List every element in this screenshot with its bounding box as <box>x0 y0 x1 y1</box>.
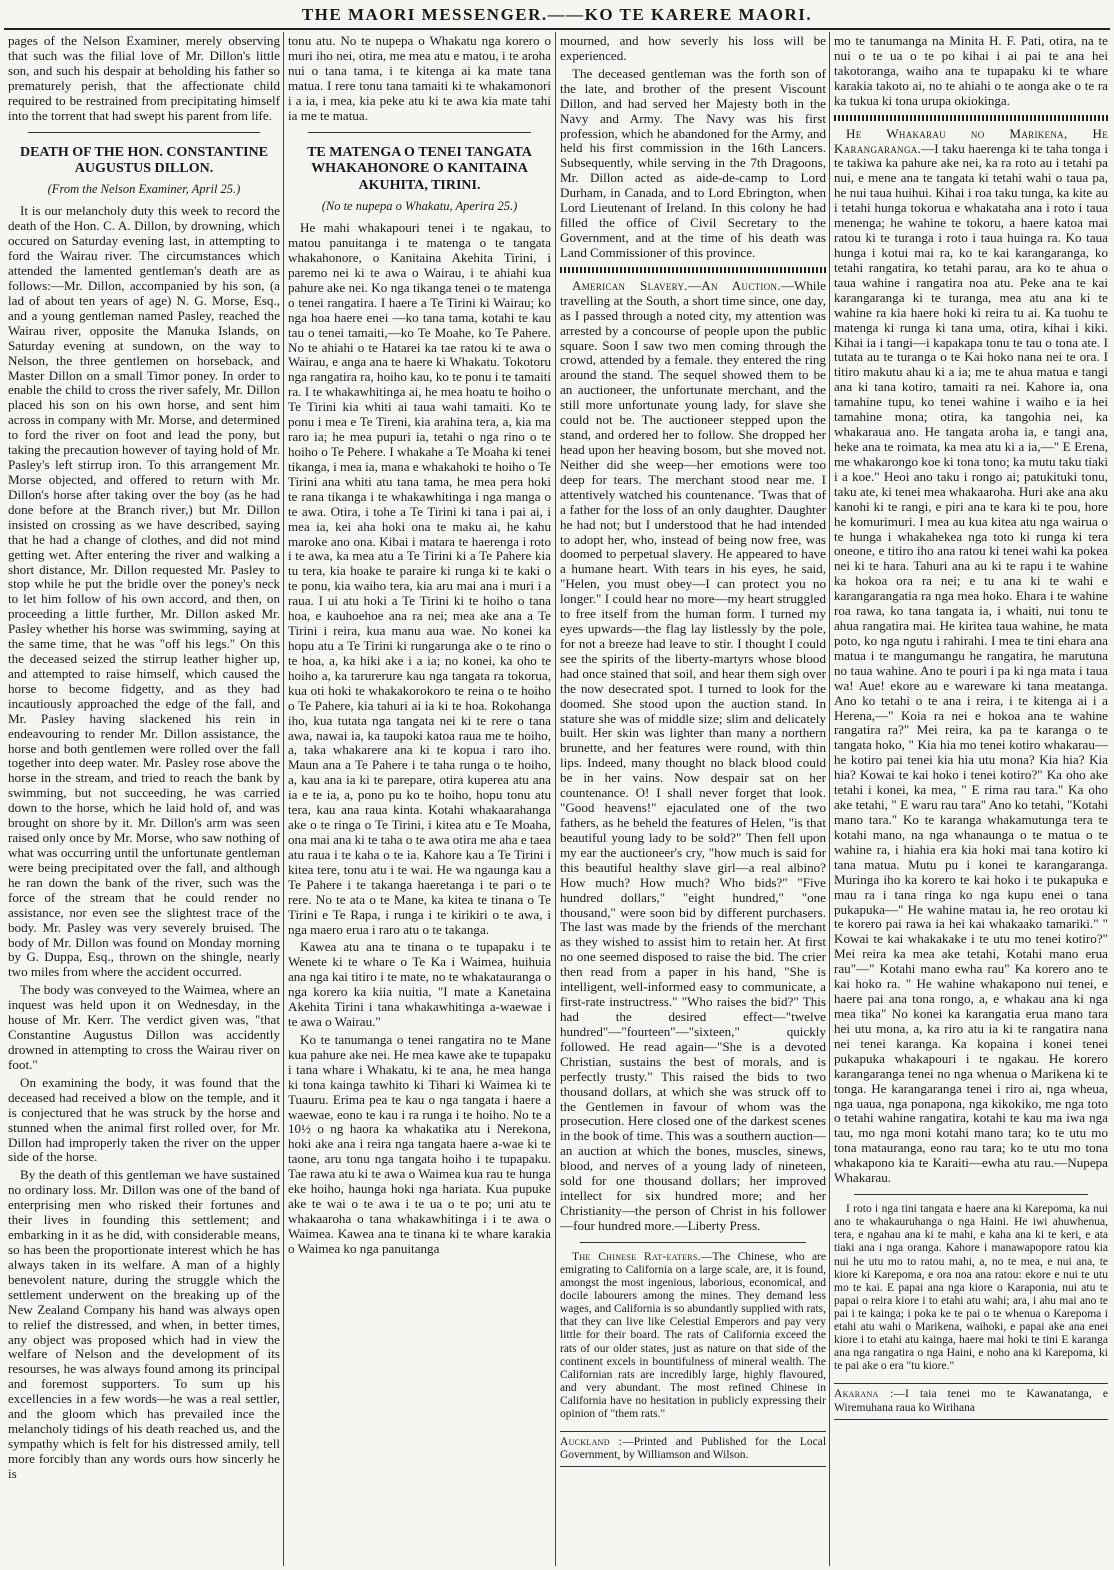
article-heading: He Whakarau no Marikena, He Karangaranga. <box>834 125 1108 156</box>
column-2 <box>288 34 551 1564</box>
paragraph: By the death of this gentleman we have sustained no ordinary loss. Mr. Dillon was one of the band of enterprising men who risked their fortunes and their lives in founding this settlement; and embarking in it as he did, with considerable means, so has been the proportionate interest which he has always taken in its welfare. A man of a highly benevolent nature, during the struggle which the settlement underwent on the breaking up of the New Zealand Company his hand was always open to relief the distressed, and when, in better times, any object was proposed which had in view the welfare of Nelson and the development of its resourses, he was always found among its principal and foremost supporters. To sum up his excellencies in a few words—he was a real settler, and the gloom which has prevailed ince the melancholy tidings of his death reached us, and the sympathy which is felt for his distressed amily, tell more forcibly than any words ours how sincerly he is <box>8 1167 280 1481</box>
paragraph: tonu atu. No te nupepa o Whakatu nga korero o muri iho nei, otira, me mea atu e matou, i te aroha nui o tana tama, i te kitenga ai ka mate tana matua. I rere tonu tana tamaiti ki te whakamonori i a ia, i mea, kia peke atu ki te awa kia mate tahi ia me te matua. <box>288 34 551 123</box>
paragraph: The deceased gentleman was the forth son of the late, and brother of the present Viscount Dillon, and had served her Majesty both in the Navy and Army. The Navy was his first profession, which he abandoned for the Army, and held his first commission in the 16th Lancers. Subsequently, while serving in the 7th Dragoons, Mr. Dillon acted as aide-de-camp to Lord Durham, in Canada, and to Lord Ebrington, when Lord Lieutenant of Ireland. In this colony he had filled the office of Civil Secretary to the Government, and at the time of his death was Land Commissioner of this province. <box>560 65 826 260</box>
article-heading: American Slavery.—An Auction. <box>572 277 781 293</box>
article-haini: I roto i nga tini tangata e haere ana ki Karepoma, ka nui ano te whakauruhanga o nga Haini. He iwi ahuwhenua, tera, e ngahau ana ki te mahi, e kaha ana ki te keri, e ata tiaki ana i nga oranga. Kahore i manawapopore ratou kia nui he utu mo to ratou mahi, a, no te mea, e nui ana, te kiore ki Karepoma, e ora noa ana ratou: ekore e nui te utu mo te kai. E papai ana nga kiore o Karaponia, nui atu te papai o reira kiore i to etahi atu wahi; ara, i ahu mai ano te pai i te kainga; i poka ke te pai o te whenua o Karepoma i etahi atu wahi o Marikena, waihoki, e papai ake ana enei kiore i to etahi atu kainga, haere mai hoki te tini E karanga ana nga rangatira o nga Haini, e noho ana ki Karepoma, ki te pai ake o era "tu kiore." <box>834 1203 1108 1373</box>
imprint <box>560 1431 826 1467</box>
paragraph: Kawea atu ana te tinana o te tupapaku i te Wenete ki te whare o Te Ka i Waimea, huihuia ana nga kai titiro i te mate, no te whakatauranga o nga korero ka kiia nuitia, "I mate a Kanetaina Akehita Tirini i tana whakawhitinga a-waewae i te awa o Wairau." <box>288 939 551 1030</box>
article-heading: The Chinese Rat-eaters. <box>572 1250 701 1263</box>
paragraph: He mahi whakapouri tenei i te ngakau, to matou panuitanga i te matenga o te tangata whakahonore, o Kanitaina Akehita Tirini, i paremo nei ki te awa o Wairau, i te ahiahi kua pahure ake nei. Ko nga tikanga tenei o te matenga o tenei rangatira. I haere a Te Tirini ki Wairau; ko nga hoa haere enei —ko tana tama, kotahi te kau tau o tenei tamaiti,—ko Te Moahe, ko Te Pahere. No te ahiahi o te Hatarei ka tae ratou ki te awa o Wairau, e anga ana te haere ki Whakatu. Tokotoru nga rangatira ra, hoiho kau, ko te ponu i te tamaiti ra. I te whakawhitinga ai, he mea hoatu te hoiho o Te Tirini kia whiti ai taua wahi tamaiti. Ko te ponu i mea e Te Tireni, kia arahina tera, a, kia ma raro ia; he mea pupuri ia, tetahi o nga rino o te hoiho o Te Pehere. I whakahe a Te Moaha ki tenei tikanga, i mea ia, mana e whakahoki te hoiho o Te Tirini ana whiti atu tana tama, he mea pera hoki te rana tikanga i te whakawhitinga i nga manga o te awa. Otira, i tohe a Te Tirini ki tana i pai ai, i mea ia, kei aha hoki ona te maku ai, he kahu maroke ano ona. Kibai i matara te haerenga i roto i te awa, ka mea atu a Te Tirini ki a Te Pahere kia tu tera, kia hoake te paraire ki runga ki te kaki o te ponu, kia waiho tera, kia aru mai ana i muri i a raua. I ui atu hoki a Te Tirini ki te hoiho o tana hoa, e kauhoehoe ana ra nei; mea ake ana a Te Tirini i reira, kua manu aua wae. No konei ka hopu atu a Te Tirini ki rungarunga ake o te rino o te hoa, a, ka hiki ake i a ia; no konei, ka oho te hoiho a, ka tarurerure kau nga tangata ra tokorua, kua oti hoki te whakakorokoro te reina o te hoiho o Te Pahere, kia tahuri ai ia ki te hoa. Rokohanga iho, kua tutata nga tangata nei ki te rere o tana awa, nawai ia, ka taupoki katoa raua me te hoiho, a, taka whakarere ana ki te kopua i raro iho. Maun ana a Te Pahere i te taha runga o te hoiho, a, kau ana ia ki te parepare, otira kuperea atu ana ia e te ia, a, pono pu ko te hoiho, hopu tonu atu tera, kau ana raua kinta. Kotahi whakaarahanga ake o te ringa o Te Tirini, i kitea atu e Te Moaha, ona mai ana ki te taha o te awa otira me aha e taea atu raua i te kaha o te ia. Kahore kau a Te Tirini i kitea tere, tonu atu i te wai. He wa ngaunga kau a Te Pahere i te takanga haeretanga i te pari o te rere. No te ata o te Mane, ka kitea te tinana o Te Tirini e Te Rapa, i runga i te kirikiri o te awa, i nga maero erua i raro atu o te takanga. <box>288 220 551 937</box>
paragraph: mo te tanumanga na Minita H. F. Pati, otira, na te nui o te ua o te po kihai i ai pai te ana hei takotoranga, waiho ana te tupapaku ki te whare karakia takoto ai, no te ahiahi o te aonga ake o te ra ka tukua ki tona urupa okiokinga. <box>834 34 1108 108</box>
paragraph: It is our melancholy duty this week to record the death of the Hon. C. A. Dillon, by drowning, which occured on Saturday evening last, in attempting to ford the Wairau river. The circumstances which attended the lamented gentleman's death are as follows:—Mr. Dillon, accompanied by his son, (a lad of about ten years of age) N. G. Morse, Esq., and a young gentleman named Pasley, reached the Wairau river, opposite the Manuka Islands, on Saturday evening at sundown, on the way to Nelson, the three gentlemen on horseback, and Master Dillon on a small Timor poney. In order to enable the child to cross the river safely, Mr. Dillon placed his son on his own horse, and sent him across in company with Mr. Morse, and determined to ford the river on foot and lead the pony, but taking the precaution however of taying hold of Mr. Pasley's left stirrup iron. To this arrangement Mr. Morse objected, and offered to return with Mr. Dillon's horse after taking over the boy (as he had done before at the Branch river,) but Mr. Dillon insisted on crossing as we have described, saying that he had a change of clothes, and did not mind getting wet. After entering the river and walking a short distance, Mr. Dillon requested Mr. Pasley to stop while he put the bridle over the poney's neck to let him follow of his own accord, and then, on proceeding a little further, Mr. Dillon asked Mr. Pasley whether his horse was swimming, saying at the same time, that he was "off his legs." On this the deceased seized the stirrup leather higher up, and attempted to raise himself, which caused the horse to become fidgetty, and as they had incautiously approached the edge of the fall, and Mr. Pasley having slackened his rein in endeavouring to render Mr. Dillon assistance, the horse and both gentlemen were rolled over the fall together into deep water. Mr. Pasley rose above the horse in the stream, and tried to reach the bank by swimming, but not succeeding, he was carried down to the horse, which he laid hold of, and was brought on shore by it. Mr. Dillon's arm was seen raised only once by Mr. Morse, who saw nothing of what was occurring until the unfortunate gentleman were being precipitated over the fall, and although he ran down the bank of the river, such was the force of the stream that he could render no assistance, nor even see the slightest trace of the body. Mr. Pasley was very severely bruised. The body of Mr. Dillon was found on Monday morning by G. Duppa, Esq., thrown on the shingle, nearly two miles from where the accident occurred. <box>8 203 280 980</box>
article-source: (No te nupepa o Whakatu, Aperira 25.) <box>321 198 518 213</box>
article-body: —While travelling at the South, a short time since, one day, as I passed through a noted city, my attention was arrested by a concourse of people upon the public square. Soon I saw two men coming through the crowd, attended by a female. they entered the ring around the stand. The sequel showed them to be an auctioneer, the unfortunate merchant, and the still more unfortunate young lady, for slave she could not be. The auctioneer stepped upon the stand, and ordered her to follow. She dropped her head upon her heaving bosom, but she moved not. Neither did she weep—her emotions were too deep for tears. The merchant stood near me. I attentively watched his countenance. 'Twas that of a father for the loss of an only daughter. Daughter he had not; but I understood that he had intended to adopt her, who, instead of being now free, was doomed to perpetual slavery. He appeared to have a humane heart. With tears in his eyes, he said, "Helen, you must obey—I can protect you no longer." I could hear no more—my heart struggled to free itself from the human form. I turned my eyes upwards—the flag lay listlessly by the pole, for not a breeze had leave to stir. I thought I could see the spirits of the liberty-martyrs whose blood had once stained that soil, and hear them sigh over the now desecrated spot. I turned to look for the doomed. She stood upon the auction stand. In stature she was of middle size; slim and delicately built. Her skin was lighter than many a northern brunette, and her features were round, with thin lips. Indeed, many thought no black blood could be in her vains. Now despair sat on her countenance. O! I shall never forget that look. "Good heavens!" ejaculated one of the two fathers, as he beheld the features of Helen, "is that beautiful young lady to be sold?" Then fell upon my ear the auctioneer's cry, "how much is said for this beautiful healthy slave girl—a real albino? How much? How much? Who bids?" "Five hundred dollars," "eight hundred," "one thousand," were soon bid by different purchasers. The last was made by the friends of the merchant as they wished to assist him to retain her. At first no one seemed disposed to raise the bid. The crier then read from a paper in his hand, "She is intelligent, well-informed easy to communicate, a first-rate instructress." "Who raises the bid?" This had the desired effect—"twelve hundred"—"fourteen"—"sixteen," quickly followed. He read again—"She is a devoted Christian, sustains the best of morals, and is perfectly trusty." This raised the bids to two thousand dollars, at which she was struck off to the Gentlemen in favour of whom was the prosecution. Here closed one of the darkest scenes in the book of time. This was a southern auction—an auction at which the bones, muscles, sinews, blood, and nerves of a young lady of nineteen, sold for one thousand dollars; her improved intellect for six hundred more; and her Christianity—the person of Christ in his follower—four hundred more.—Liberty Press. <box>560 277 826 1233</box>
column-3 <box>560 34 826 1564</box>
imprint-heading: Akarana : <box>834 1388 894 1401</box>
article-whakarau <box>834 127 1108 1186</box>
divider <box>308 132 531 133</box>
article-source: (From the Nelson Examiner, April 25.) <box>47 182 241 197</box>
column-divider <box>283 32 284 1566</box>
imprint-heading: Auckland : <box>560 1436 623 1449</box>
paragraph: Ko te tanumanga o tenei rangatira no te Mane kua pahure ake nei. He mea kawe ake te tupapaku i tana whare i Whakatu, ki te ana, he mea hanga ki tona kainga tawhito ki Tihari ki Waimea ki te Tuauru. Erima pea te kau o nga tangata i haere a waewae, eono te kau i ra runga i te hoiho. No te a 10½ o ng haora ka whakatika atu i Nerekona, hoki ake ana i reira nga tangata haere a-wae ki te taone, aru tonu nga tangata hoiho i te tupapaku. Tae rawa atu ki te awa o Waimea kua rau te hunga eke hoiho, haunga hoki nga hariata. Kua pupuke ake te wai o te awa i te ua o te po; uni atu te whakaaroha o tana whakawhitinga i i te awa o Waimea. Kawea ana te tinana ki te whare karakia o Waimea ko nga panuitanga <box>288 1031 551 1256</box>
divider <box>854 1194 1088 1195</box>
paragraph: pages of the Nelson Examiner, merely observing that such was the filial love of Mr. Dillon's little son, and such his despair at beholding his father so prematurely perish, that the affectionate child required to be restrained from precipitating himself into the torrent that had swept his parent from life. <box>8 34 280 123</box>
imprint-text: —I taia tenei mo te Kawanatanga, e Wiremuhana raua ko Wirihana <box>834 1388 1108 1414</box>
column-1 <box>8 34 280 1564</box>
column-4 <box>834 34 1108 1564</box>
section-divider <box>560 267 826 273</box>
paragraph: mourned, and how severly his loss will be experienced. <box>560 34 826 63</box>
paragraph: The body was conveyed to the Waimea, where an inquest was held upon it on Wednesday, in the house of Mr. Kerr. The verdict given was, "that Constantine Augustus Dillon was accidently drowned in attempting to cross the Wairau river on foot." <box>8 982 280 1072</box>
column-divider <box>555 32 556 1566</box>
paragraph: On examining the body, it was found that the deceased had received a blow on the temple, and it is conjectured that he was struck by the horse and stunned when the animal first rolled over, for Mr. Dillon had improperly taken the river on the upper side of the horse. <box>8 1074 280 1165</box>
article-title-tirini: TE MATENGA O TENEI TANGATA WHAKAHONORE O KANITAINA AKUHITA, TIRINI. <box>307 144 532 194</box>
article-slavery <box>560 279 826 1234</box>
article-title-dillon: DEATH OF THE HON. CONSTANTINE AUGUSTUS DILLON. <box>19 144 269 177</box>
article-chinese <box>560 1251 826 1421</box>
article-body: —The Chinese, who are emigrating to California on a large scale, are, it is found, amongst the most ingenious, laborious, economical, and docile labourers among the mines. They demand less wages, and California is so abundantly supplied with rats, that they can live like Celestial Emperors and pay very little for their board. The rats of California exceed the rats of our older states, just as nature on that side of the continent excels in bountifulness of mineral wealth. The Californian rats are incredibly large, highly flavoured, and very abundant. The most refined Chinese in California have no hesitation in publicly expressing their opinion of "them rats." <box>560 1250 826 1421</box>
article-body: —I taku haerenga ki te taha tonga i te takiwa ka pahure ake nei, ka ra roto au i tetahi pa nui, e mene ana te tangata ki tetahi wahi o taua pa, he nui taua huihui. Kihai i roa taku tunga, ka kite au i tetahi hunga tokorua e whakataha ana i roto i taua menenga; he wahine te tokoru, a haere katoa mai ratou ki te turanga i roto i taua huinga ra. Ko taua hunga i kotui mai ra, ko te kai karangaranga, ko tetahi rangatira, ko tetahi parau, ara ko te ahua o taua wahine i rangatira noa atu. Peke ana te kai karangaranga ki te turanga, mea atu ana ki te wahine ra kia haere hoki ki reira tu ai. Ka tuohu te matenga ki runga ki tana uma, otira, kihai i kiki. Kihai ia i tangi—i kapakapa tonu te tau o tona ate. I tutata au te turanga o te Kai hoko nana nei te ora. I titiro makutu ahau ki a ia; me te ahua matua e tangi ana ki tana kotiro, tamaiti ra nei. Kahore ia, ona tamahine tupu, ko tenei wahine i waiho e ia hei tamahine mona; otira, ka tangohia nei, ka whakaraua ano. He tangata aroha ia, e tangi ana, heke ana te roimata, ka mea atu ki a ia,—" E Erena, me whakarongo koe ki tona tono; ka mutu taku tiaki i a koe." Heoi ano taku i rongo ai; patukituki tonu, taku ate, ki tenei mea whakaaroha. Huri ake ana aku kanohi ki te rangi, e piri ana te kara ki te pou, hore he komurimuri. I mea au kua kitea atu nga wairua o te hunga i whakahekea nga toto ki runga ki tera oneone, e titiro iho ana ratou ki tenei wahi ka pokea nei ki te hara. Tahuri ana au ki te rapu i te wahine ka hokoa ora ra nei; e tu ana ki te wahi e karangarangatia ra nga mea hoko. Ehara i te wahine roa rawa, ko tana tangata ia, i whaiti, nui tonu te ahua rangatira mai. He kiritea taua wahine, he mata poto, ko nga ngutu i rahirahi. I mea te tini ehara ana matua i te mangumangu he rangatira, he marutuna no taua wahine. Ano te pouri i pa ki nga mata i taua wa! Aue! ekore au e wareware ki tana meatanga. Ano ko tetahi o te ana i reira, i te kitenga ai i a Herena,—" Koia ra nei e hokoa ana te wahine rangatira ra?" Mei reira, ka pa te karanga o te tangata hoko, " Kia hia mo tenei kotiro whakarau—he kotiro pai tenei kia hia utu mona? Kia hia? Kia hia? Kowai te kai hoko i tenei kotiro?" Ka oho ake tetahi i konei, ka mea, " E rima rau tara." Ka oho ake tetahi, " E waru rau tara" Ano ko tetahi, "Kotahi mano tara." Ko te karanga whakamutunga tera te kotahi mano, na nga whanaunga o te matua o te wahine ra, i hiahia era kia hoki mai tana kotiro ki tana matua. Mutu pu i konei te karangaranga. Muringa iho ka korero te kai hoko i te pukapuka e mau ra i tana ringa ko nga kupu enei o tana pukapuka—" He wahine matau ia, he reo orotau ki te korero pai rawa ia hei kai whakaako tamariki." " Kowai te kai whakakake i te utu mo tenei kotiro?" Mei reira ka mea ake tetahi, Kotahi mano erua rau"—" Kotahi mano ewha rau" Ka korero ano te kai hoko ra. " He wahine whakapono nui tenei, e haere pai ana tona rongo, a, e whakau ana ki nga mea tika" No konei ka karangatia erua mano tara hei utu mona, a, ka riro atu ia ki te rangatira nana nei tenei karanga. Ka kopaina i konei tenei pukapuka whakapouri i te ngakau. He korero karangaranga tenei no nga whenua o Marikena ki te tonga. He karangaranga tenei i riro ai, nga wheua, nga uaua, nga ponapona, nga kikokiko, me nga toto o tetahi wahine rangatira, kotahi te kau ma iwa nga tau, mo nga moni kotahi mano tara; ko te utu mo tona matauranga, eono rau tara; ko te utu mo tona whakapono kia te Karaiti—ewha atu rau.—Nupepa Whakarau. <box>834 140 1108 1186</box>
masthead-rule <box>4 28 1110 30</box>
masthead: THE MAORI MESSENGER.——KO TE KARERE MAORI. <box>301 5 813 24</box>
divider <box>28 132 260 133</box>
imprint-text: —Printed and Published for the Local Government, by Williamson and Wilson. <box>560 1436 826 1462</box>
divider <box>580 1242 806 1243</box>
section-divider <box>834 115 1108 121</box>
imprint <box>834 1383 1108 1419</box>
column-divider <box>829 32 830 1566</box>
